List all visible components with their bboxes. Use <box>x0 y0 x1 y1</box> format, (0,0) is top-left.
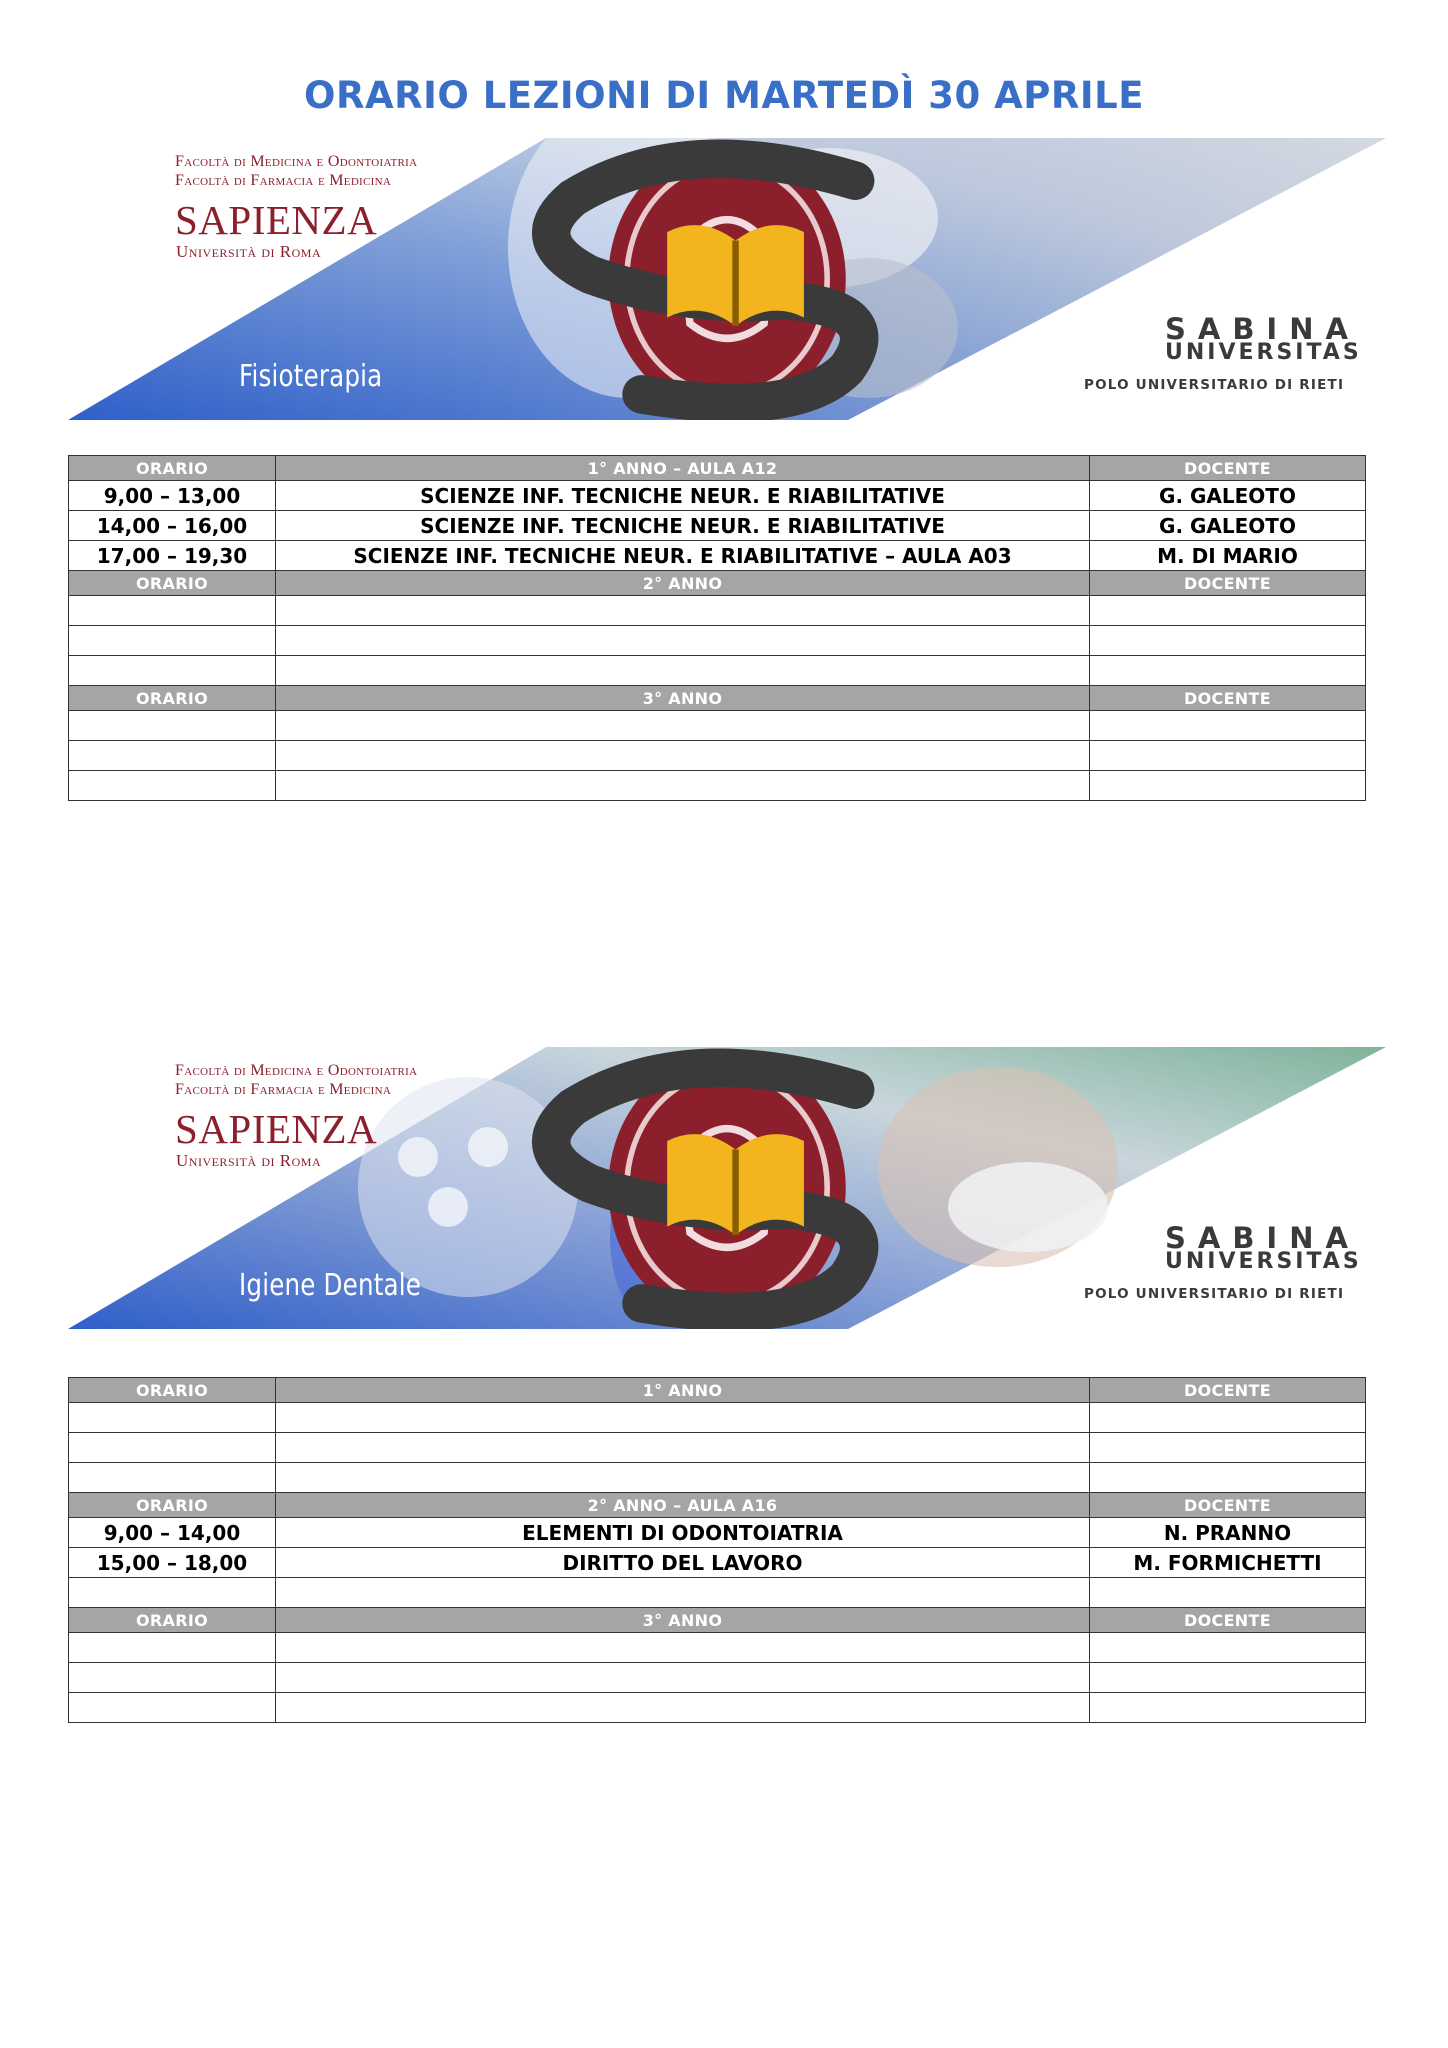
cell-teacher <box>1090 771 1366 801</box>
cell-teacher: G. GALEOTO <box>1090 511 1366 541</box>
header-orario: ORARIO <box>69 1493 276 1518</box>
igiene-dentale-schedule-table <box>68 1377 1366 1723</box>
cell-course <box>276 1578 1090 1608</box>
header-docente: DOCENTE <box>1090 686 1366 711</box>
polo-subtitle: POLO UNIVERSITARIO DI RIETI <box>1084 1286 1345 1302</box>
cell-teacher <box>1090 1433 1366 1463</box>
cell-teacher: M. DI MARIO <box>1090 541 1366 571</box>
cell-teacher <box>1090 711 1366 741</box>
header-year: 2° ANNO – AULA A16 <box>276 1493 1090 1518</box>
table-header-row <box>69 1493 1366 1518</box>
cell-teacher <box>1090 1403 1366 1433</box>
fisioterapia-banner <box>68 138 1386 420</box>
header-docente: DOCENTE <box>1090 1378 1366 1403</box>
cell-time <box>69 1463 276 1493</box>
header-year: 3° ANNO <box>276 1608 1090 1633</box>
cell-teacher <box>1090 626 1366 656</box>
cell-teacher: G. GALEOTO <box>1090 481 1366 511</box>
cell-course: DIRITTO DEL LAVORO <box>276 1548 1090 1578</box>
table-row <box>69 1663 1366 1693</box>
header-docente: DOCENTE <box>1090 456 1366 481</box>
table-header-row <box>69 571 1366 596</box>
cell-course <box>276 656 1090 686</box>
cell-course: SCIENZE INF. TECNICHE NEUR. E RIABILITATIVE – AULA A03 <box>276 541 1090 571</box>
table-row <box>69 656 1366 686</box>
header-orario: ORARIO <box>69 456 276 481</box>
cell-teacher <box>1090 741 1366 771</box>
cell-teacher <box>1090 1578 1366 1608</box>
cell-course <box>276 771 1090 801</box>
cell-course <box>276 741 1090 771</box>
table-row <box>69 711 1366 741</box>
cell-teacher <box>1090 1463 1366 1493</box>
header-orario: ORARIO <box>69 1608 276 1633</box>
header-orario: ORARIO <box>69 1378 276 1403</box>
header-year: 2° ANNO <box>276 571 1090 596</box>
universitas-wordmark: UNIVERSITAS <box>1165 1249 1362 1274</box>
cell-teacher <box>1090 1633 1366 1663</box>
cell-time <box>69 741 276 771</box>
cell-teacher: M. FORMICHETTI <box>1090 1548 1366 1578</box>
polo-subtitle: POLO UNIVERSITARIO DI RIETI <box>1084 377 1345 393</box>
table-row <box>69 1463 1366 1493</box>
cell-time <box>69 656 276 686</box>
university-name: Università di Roma <box>176 242 322 261</box>
table-header-row <box>69 686 1366 711</box>
header-year: 1° ANNO – AULA A12 <box>276 456 1090 481</box>
table-row <box>69 1578 1366 1608</box>
cell-time: 14,00 – 16,00 <box>69 511 276 541</box>
header-orario: ORARIO <box>69 686 276 711</box>
sabina-wordmark: SABINA <box>1165 1221 1360 1255</box>
faculty-line-2: Facoltà di Farmacia e Medicina <box>175 1081 392 1098</box>
table-header-row <box>69 456 1366 481</box>
cell-course: ELEMENTI DI ODONTOIATRIA <box>276 1518 1090 1548</box>
table-row <box>69 1633 1366 1663</box>
sapienza-wordmark: SAPIENZA <box>175 1106 378 1152</box>
cell-course: SCIENZE INF. TECNICHE NEUR. E RIABILITATIVE <box>276 481 1090 511</box>
cell-time <box>69 1663 276 1693</box>
header-docente: DOCENTE <box>1090 1608 1366 1633</box>
table-row <box>69 771 1366 801</box>
cell-teacher <box>1090 1663 1366 1693</box>
cell-time: 9,00 – 13,00 <box>69 481 276 511</box>
header-docente: DOCENTE <box>1090 1493 1366 1518</box>
faculty-line-1: Facoltà di Medicina e Odontoiatria <box>175 1062 418 1079</box>
cell-time <box>69 1693 276 1723</box>
igiene-dentale-banner <box>68 1047 1386 1329</box>
cell-teacher: N. PRANNO <box>1090 1518 1366 1548</box>
cell-time <box>69 596 276 626</box>
cell-course <box>276 1403 1090 1433</box>
cell-course <box>276 596 1090 626</box>
faculty-line-2: Facoltà di Farmacia e Medicina <box>175 172 392 189</box>
cell-time <box>69 1433 276 1463</box>
table-header-row <box>69 1378 1366 1403</box>
header-year: 3° ANNO <box>276 686 1090 711</box>
page-title: ORARIO LEZIONI DI MARTEDÌ 30 APRILE <box>304 74 1144 117</box>
program-name: Fisioterapia <box>239 359 383 394</box>
table-row <box>69 481 1366 511</box>
cell-course <box>276 1433 1090 1463</box>
header-orario: ORARIO <box>69 571 276 596</box>
universitas-wordmark: UNIVERSITAS <box>1165 340 1362 365</box>
table-header-row <box>69 1608 1366 1633</box>
cell-time <box>69 1633 276 1663</box>
table-row <box>69 541 1366 571</box>
cell-time <box>69 711 276 741</box>
header-year: 1° ANNO <box>276 1378 1090 1403</box>
cell-course: SCIENZE INF. TECNICHE NEUR. E RIABILITATIVE <box>276 511 1090 541</box>
cell-course <box>276 1693 1090 1723</box>
program-name: Igiene Dentale <box>239 1268 422 1303</box>
table-row <box>69 1403 1366 1433</box>
cell-teacher <box>1090 596 1366 626</box>
header-docente: DOCENTE <box>1090 571 1366 596</box>
cell-teacher <box>1090 1693 1366 1723</box>
sabina-wordmark: SABINA <box>1165 312 1360 346</box>
cell-time: 9,00 – 14,00 <box>69 1518 276 1548</box>
table-row <box>69 1433 1366 1463</box>
cell-course <box>276 1463 1090 1493</box>
table-row <box>69 1548 1366 1578</box>
cell-time <box>69 1403 276 1433</box>
cell-time: 15,00 – 18,00 <box>69 1548 276 1578</box>
table-row <box>69 1693 1366 1723</box>
cell-course <box>276 1663 1090 1693</box>
fisioterapia-schedule-table <box>68 455 1366 801</box>
faculty-line-1: Facoltà di Medicina e Odontoiatria <box>175 153 418 170</box>
cell-time <box>69 771 276 801</box>
sapienza-wordmark: SAPIENZA <box>175 197 378 243</box>
cell-teacher <box>1090 656 1366 686</box>
table-row <box>69 511 1366 541</box>
cell-time: 17,00 – 19,30 <box>69 541 276 571</box>
cell-time <box>69 1578 276 1608</box>
cell-course <box>276 711 1090 741</box>
university-name: Università di Roma <box>176 1151 322 1170</box>
cell-course <box>276 1633 1090 1663</box>
table-row <box>69 596 1366 626</box>
cell-time <box>69 626 276 656</box>
table-row <box>69 741 1366 771</box>
table-row <box>69 626 1366 656</box>
cell-course <box>276 626 1090 656</box>
table-row <box>69 1518 1366 1548</box>
